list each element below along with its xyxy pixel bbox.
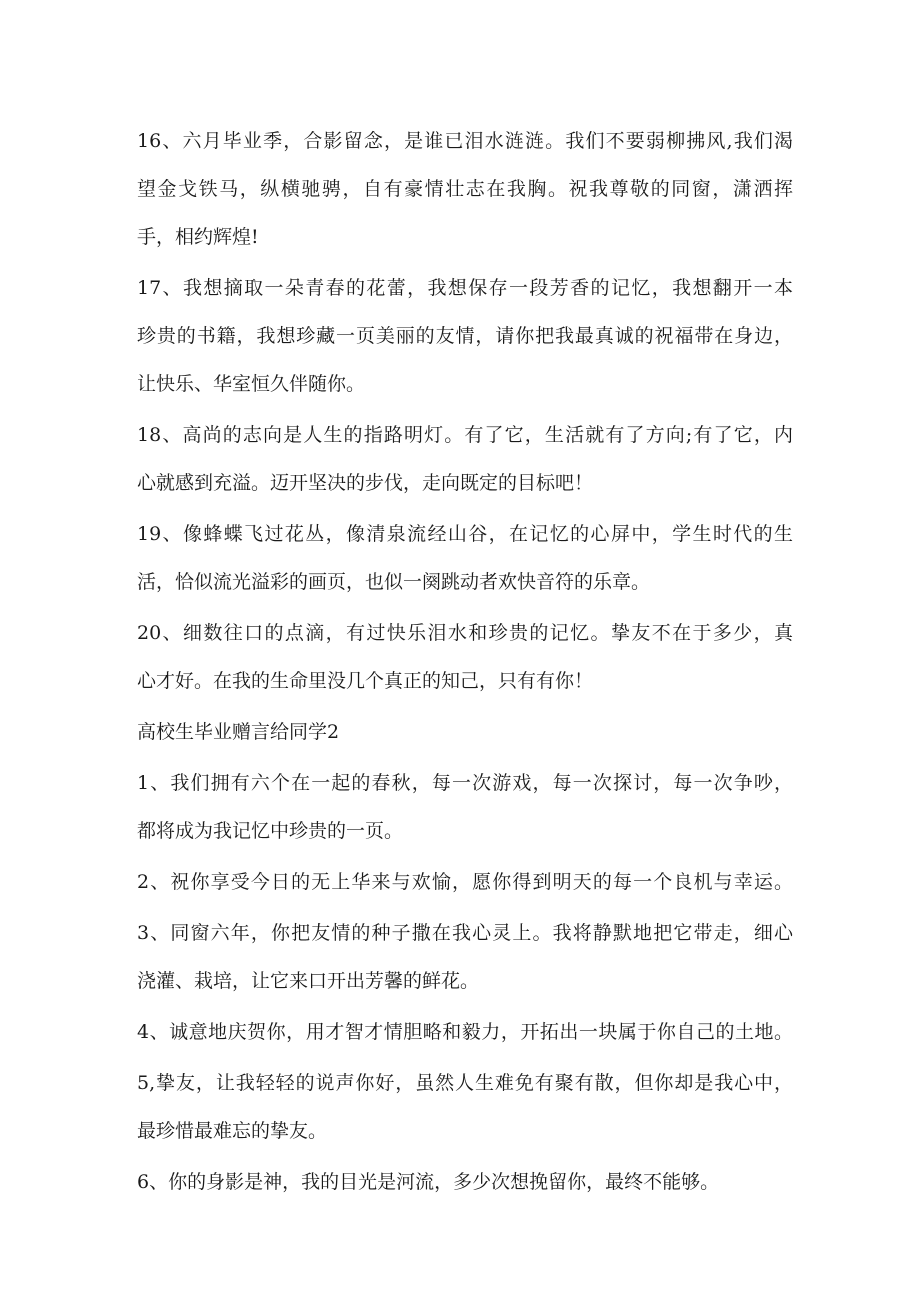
text-line: 6、你的身影是神，我的目光是河流，多少次想挽留你，最终不能够。	[137, 1171, 720, 1193]
text-line: 4、诚意地庆贺你，用才智才情胆略和毅力，开拓出一块属于你自己的土地。	[137, 1021, 793, 1043]
paragraph-5	[137, 1059, 793, 1155]
paragraph-17	[137, 264, 793, 408]
text-line: 1、我们拥有六个在一起的春秋，每一次游戏，每一次探讨，每一次争吵，	[137, 772, 793, 794]
paragraph-1	[137, 759, 793, 855]
section-heading-block	[137, 708, 793, 756]
paragraph-16	[137, 117, 793, 261]
paragraph-2	[137, 858, 793, 906]
text-line: 心才好。在我的生命里没几个真正的知己，只有有你！	[137, 670, 594, 692]
text-line: 17、我想摘取一朵青春的花蕾，我想保存一段芳香的记忆，我想翻开一本	[137, 277, 793, 299]
text-line: 16、六月毕业季，合影留念，是谁已泪水涟涟。我们不要弱柳拂风,我们渴	[137, 130, 793, 152]
paragraph-6	[137, 1158, 793, 1206]
text-line: 浇灌、栽培，让它来口开出芳馨的鲜花。	[137, 970, 480, 992]
text-line: 让快乐、华室恒久伴随你。	[137, 373, 366, 395]
section-heading: 高校生毕业赠言给同学2	[137, 721, 340, 743]
paragraph-3	[137, 909, 793, 1005]
text-line: 19、像蜂蝶飞过花丛，像清泉流经山谷，在记忆的心屏中，学生时代的生	[137, 523, 793, 545]
text-line: 手，相约辉煌!	[137, 226, 259, 248]
text-line: 2、祝你享受今日的无上华来与欢愉，愿你得到明天的每一个良机与幸运。	[137, 871, 793, 893]
text-line: 心就感到充溢。迈开坚决的步伐，走向既定的目标吧！	[137, 472, 594, 494]
paragraph-20	[137, 609, 793, 705]
text-line: 望金戈铁马，纵横驰骋，自有豪情壮志在我胸。祝我尊敬的同窗，潇洒挥	[137, 178, 793, 200]
text-line: 活，恰似流光溢彩的画页，也似一阕跳动者欢快音符的乐章。	[137, 571, 651, 593]
text-line: 珍贵的书籍，我想珍藏一页美丽的友情，请你把我最真诚的祝福带在身边，	[137, 325, 793, 347]
text-line: 5,挚友，让我轻轻的说声你好，虽然人生难免有聚有散，但你却是我心中，	[137, 1072, 793, 1094]
paragraph-4	[137, 1008, 793, 1056]
document-body	[137, 117, 793, 1209]
text-line: 最珍惜最难忘的挚友。	[137, 1120, 328, 1142]
paragraph-19	[137, 510, 793, 606]
text-line: 都将成为我记忆中珍贵的一页。	[137, 820, 404, 842]
text-line: 3、同窗六年，你把友情的种子撒在我心灵上。我将静默地把它带走，细心	[137, 922, 793, 944]
paragraph-18	[137, 411, 793, 507]
text-line: 18、高尚的志向是人生的指路明灯。有了它，生活就有了方向;有了它，内	[137, 424, 793, 446]
text-line: 20、细数往口的点滴，有过快乐泪水和珍贵的记忆。挚友不在于多少，真	[137, 622, 793, 644]
